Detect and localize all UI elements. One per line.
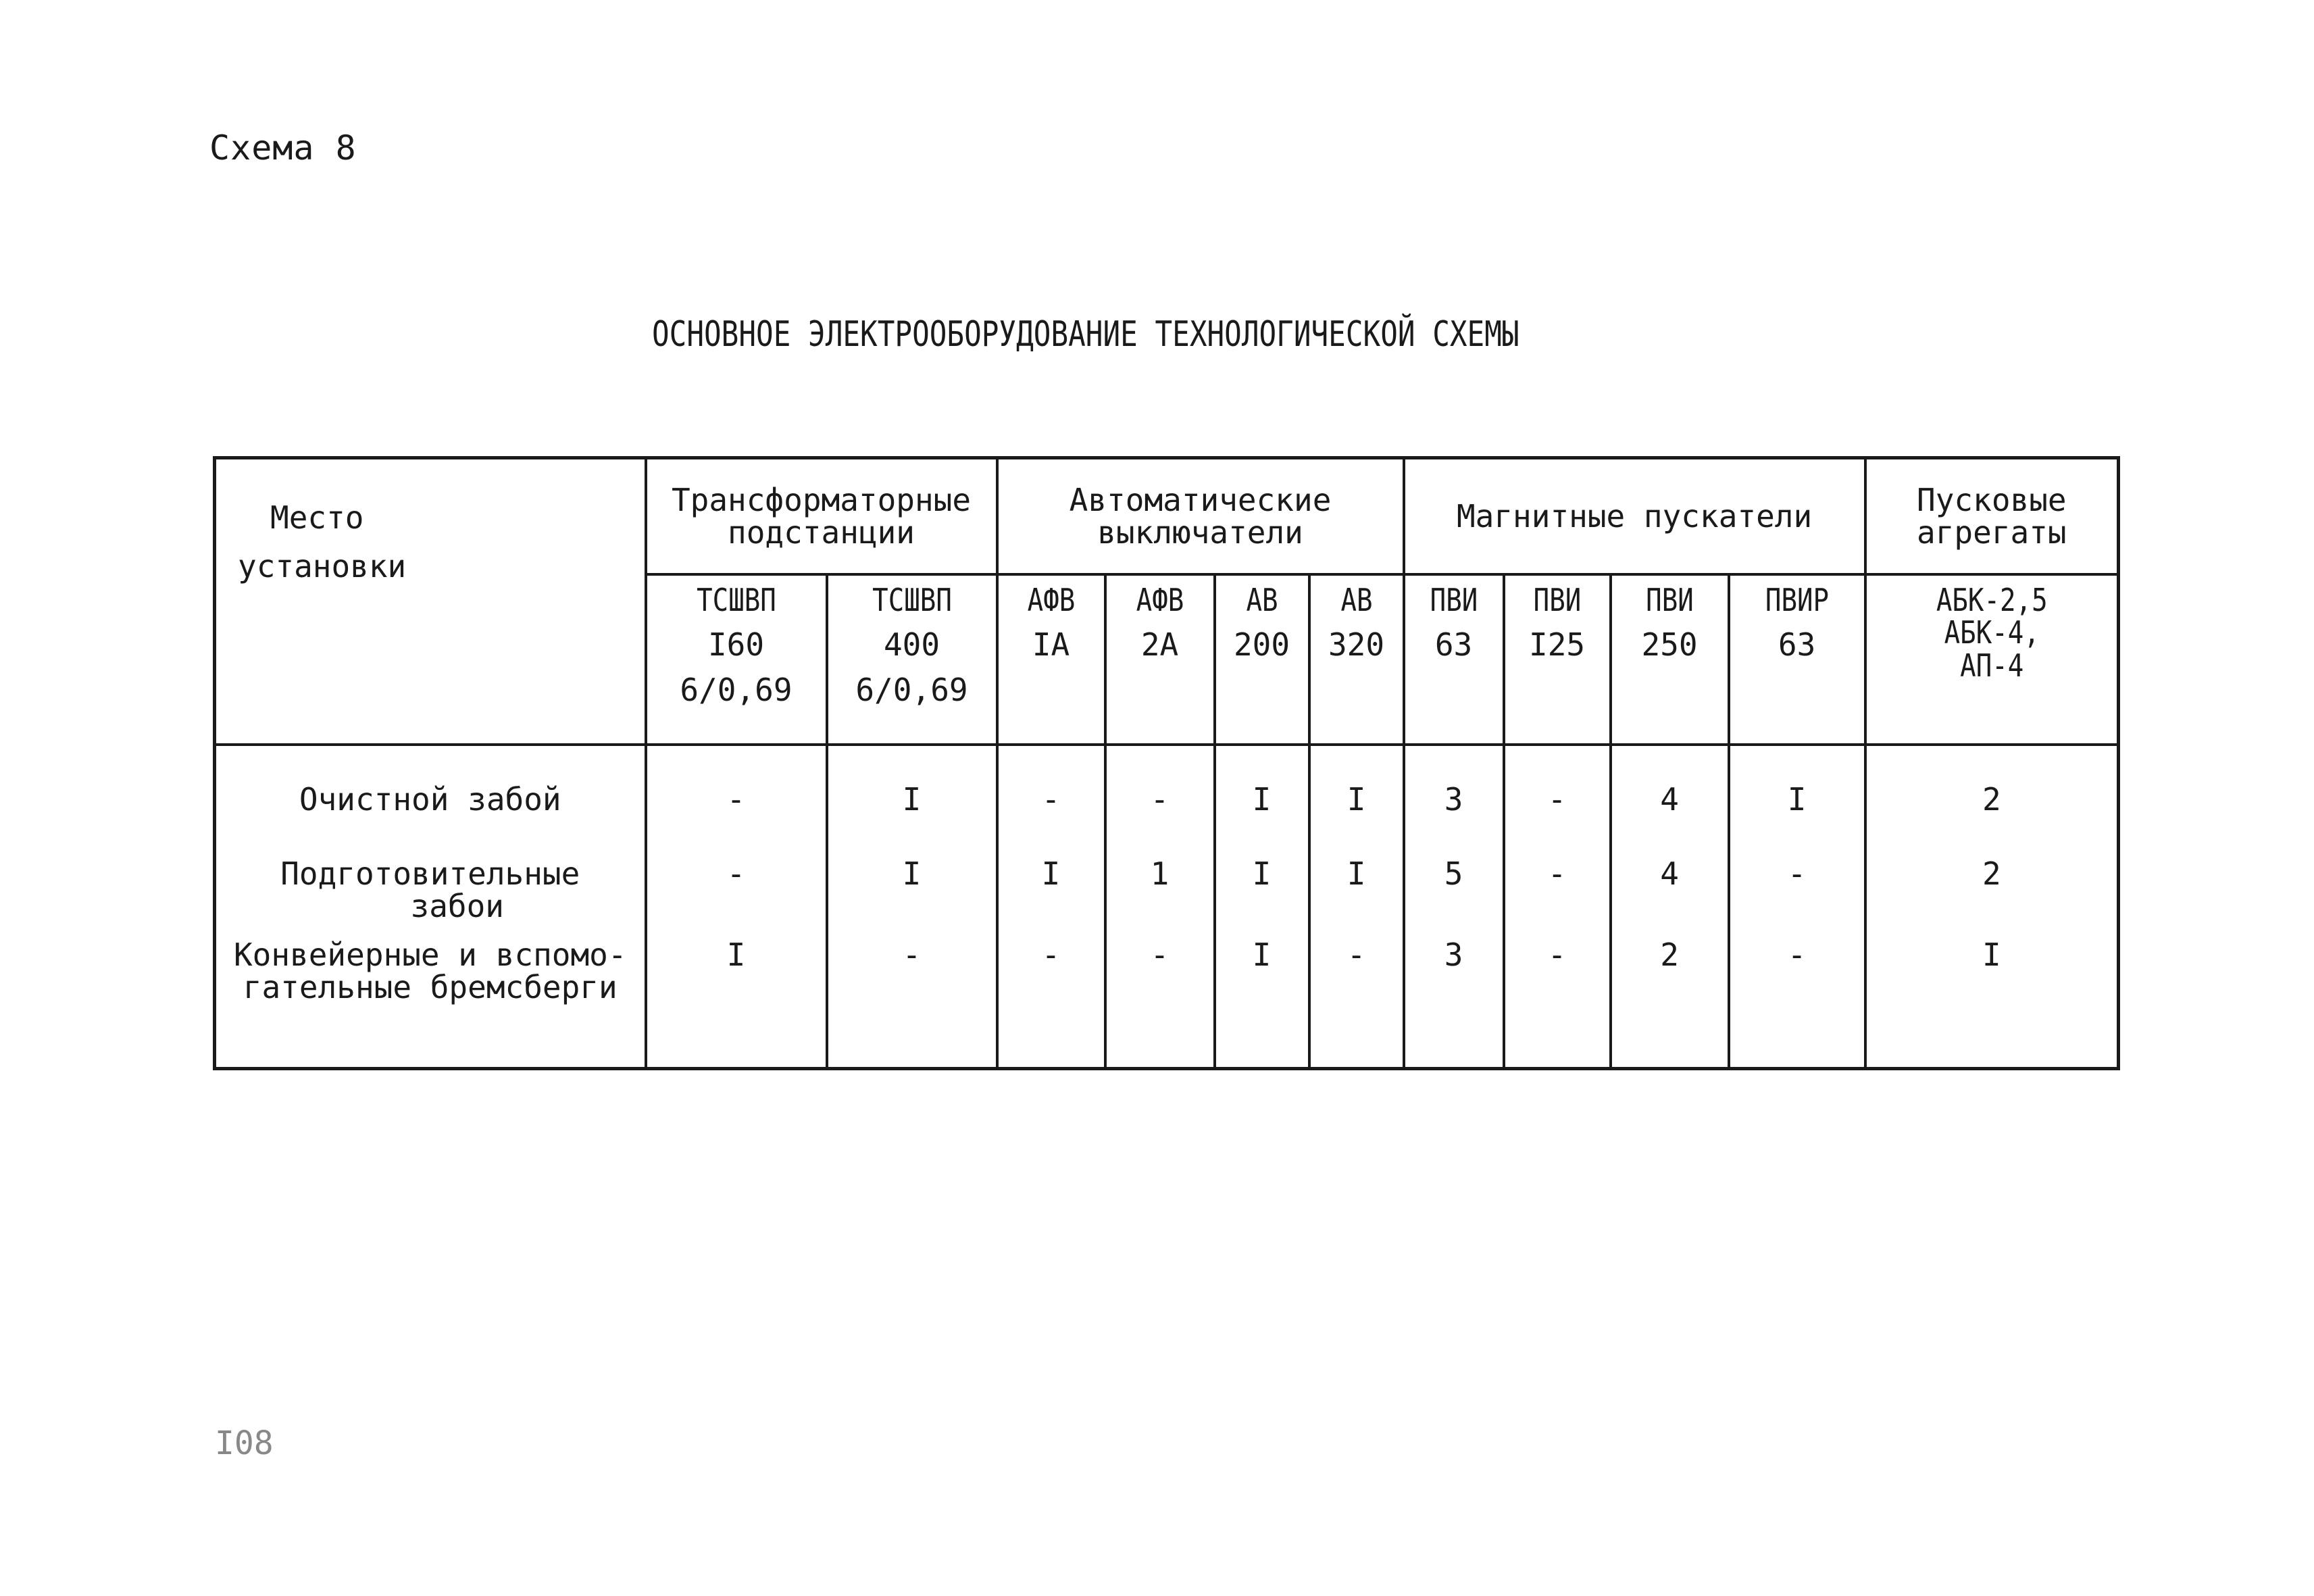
table-cell: -	[1729, 857, 1865, 939]
table-row	[215, 939, 2119, 1069]
table-cell: 2	[1865, 745, 2119, 857]
table-row	[215, 857, 2119, 939]
table-cell: 3	[1404, 939, 1504, 1069]
table-header-row	[215, 458, 2119, 575]
table-cell: 2	[1865, 857, 2119, 939]
table-cell: 1	[1105, 857, 1215, 939]
column-header: ТСШВП I60 6/0,69	[646, 574, 827, 745]
group-header-transformers: Трансформаторные подстанции	[646, 458, 997, 575]
document-title: ОСНОВНОЕ ЭЛЕКТРООБОРУДОВАНИЕ ТЕХНОЛОГИЧЕСКОЙ СХЕМЫ	[652, 314, 1519, 355]
table-cell: I	[827, 745, 997, 857]
column-header: ТСШВП 400 6/0,69	[827, 574, 997, 745]
column-header: ПВИ 63	[1404, 574, 1504, 745]
equipment-table	[213, 456, 2120, 1070]
column-header: ПВИ I25	[1504, 574, 1611, 745]
table-cell: I	[827, 857, 997, 939]
table-cell: 4	[1611, 857, 1729, 939]
table-cell: -	[1729, 939, 1865, 1069]
column-header: АФВ IA	[997, 574, 1105, 745]
row-label: Подготовительные забои	[215, 857, 646, 939]
group-header-starting-units: Пусковые агрегаты	[1865, 458, 2119, 575]
table-cell: -	[997, 939, 1105, 1069]
table-cell: I	[1309, 857, 1404, 939]
group-header-starters: Магнитные пускатели	[1404, 458, 1865, 575]
table-cell: 3	[1404, 745, 1504, 857]
table-cell: I	[1215, 857, 1309, 939]
table-cell: -	[1309, 939, 1404, 1069]
table-cell: I	[646, 939, 827, 1069]
place-header-line: Место	[270, 499, 364, 536]
column-header: АВ 320	[1309, 574, 1404, 745]
table-cell: -	[1105, 745, 1215, 857]
table-cell: -	[1504, 857, 1611, 939]
column-header: ПВИ 250	[1611, 574, 1729, 745]
place-header	[215, 458, 646, 745]
column-header: АВ 200	[1215, 574, 1309, 745]
table-cell: 2	[1611, 939, 1729, 1069]
table-cell: I	[1729, 745, 1865, 857]
table-cell: I	[997, 857, 1105, 939]
table-cell: -	[1504, 939, 1611, 1069]
column-header: АБК-2,5 АБК-4, АП-4	[1865, 574, 2119, 745]
page-number: I08	[215, 1424, 274, 1462]
row-label: Конвейерные и вспомо- гательные бремсберги	[215, 939, 646, 1069]
table-cell: -	[1504, 745, 1611, 857]
table-cell: I	[1215, 939, 1309, 1069]
table-cell: 4	[1611, 745, 1729, 857]
row-label: Очистной забой	[215, 745, 646, 857]
table-cell: 5	[1404, 857, 1504, 939]
place-header-line: установки	[238, 548, 407, 585]
column-header: АФВ 2A	[1105, 574, 1215, 745]
scheme-label: Схема 8	[209, 128, 357, 168]
table-cell: I	[1309, 745, 1404, 857]
table-cell: I	[1865, 939, 2119, 1069]
table-cell: -	[997, 745, 1105, 857]
table-cell: I	[1215, 745, 1309, 857]
table-cell: -	[646, 857, 827, 939]
table-cell: -	[646, 745, 827, 857]
table-cell: -	[1105, 939, 1215, 1069]
table-cell: -	[827, 939, 997, 1069]
column-header: ПВИР 63	[1729, 574, 1865, 745]
table-row	[215, 745, 2119, 857]
group-header-breakers: Автоматические выключатели	[997, 458, 1404, 575]
